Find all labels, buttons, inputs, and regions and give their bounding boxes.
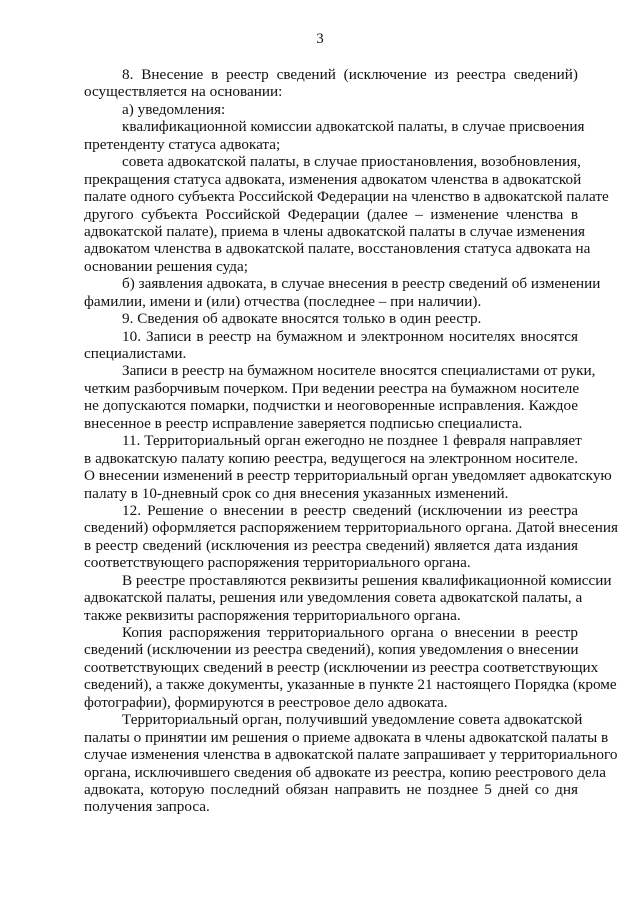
paragraph [84, 101, 578, 118]
text-line: квалификационной комиссии адвокатской палаты, в случае присвоения [122, 118, 585, 136]
text-line: 8. Внесение в реестр сведений (исключение из реестра сведений) [122, 66, 578, 83]
text-line: четким разборчивым почерком. При ведении реестра на бумажном носителе [84, 379, 580, 397]
text-line: фамилии, имени и (или) отчества (последнее – при наличии). [84, 292, 482, 310]
text-line: адвокатской палате), приема в члены адвокатской палаты в случае изменения [84, 222, 586, 240]
text-line: соответствующего распоряжения территориального органа. [84, 554, 471, 572]
paragraph [84, 153, 609, 275]
page-number: 3 [316, 31, 324, 47]
text-line: в реестр сведений (исключения из реестра сведений) является дата издания [84, 536, 578, 554]
text-line: внесенное в реестр исправление заверяется подписью специалиста. [84, 414, 523, 432]
text-line: в адвокатскую палату копию реестра, ведущегося на электронном носителе. [84, 449, 578, 467]
text-line: В реестре проставляются реквизиты решения квалификационной комиссии [122, 571, 612, 589]
text-line: палате одного субъекта Российской Федерации на членство в адвокатской палате [84, 188, 609, 206]
text-line: фотографии), формируются в реестровое дело адвоката. [84, 693, 448, 711]
text-line: соответствующих сведений в реестр (исключении из реестра соответствующих [84, 658, 599, 676]
text-line: прекращения статуса адвоката, изменения адвокатом членства в адвокатской [84, 170, 582, 188]
text-line: палату в 10-дневный срок со дня внесения указанных изменений. [84, 484, 509, 502]
text-line: Записи в реестр на бумажном носителе вносятся специалистами от руки, [122, 362, 596, 380]
text-line: б) заявления адвоката, в случае внесения в реестр сведений об изменении [122, 275, 601, 293]
text-line: специалистами. [84, 345, 187, 362]
paragraph [84, 66, 578, 101]
text-line: сведений (исключении из реестра сведений), копия уведомления о внесении [84, 641, 579, 659]
text-line: претенденту статуса адвоката; [84, 135, 281, 153]
text-line: получения запроса. [84, 798, 210, 816]
text-line: органа, исключившего сведения об адвокате из реестра, копию реестрового дела [84, 763, 606, 781]
text-line: основании решения суда; [84, 257, 248, 275]
paragraph [84, 275, 601, 310]
paragraph [84, 118, 585, 153]
text-line: сведений), а также документы, указанные в пункте 21 настоящего Порядка (кроме [84, 676, 617, 694]
text-line: адвокатской палаты, решения или уведомления совета адвокатской палаты, а [84, 589, 583, 607]
paragraph [84, 328, 578, 363]
text-line: совета адвокатской палаты, в случае приостановления, возобновления, [122, 153, 581, 171]
text-line: адвоката, которую последний обязан направить не позднее 5 дней со дня [84, 780, 578, 798]
text-line: 12. Решение о внесении в реестр сведений (исключении из реестра [122, 501, 578, 519]
text-line: О внесении изменений в реестр территориальный орган уведомляет адвокатскую [84, 467, 612, 485]
text-line: другого субъекта Российской Федерации (далее – изменение членства в [84, 205, 578, 223]
document-body [84, 66, 618, 816]
text-line: палаты о принятии им решения о приеме адвоката в члены адвокатской палаты в [84, 728, 609, 746]
paragraph [84, 310, 578, 327]
text-line: 11. Территориальный орган ежегодно не позднее 1 февраля направляет [122, 432, 582, 450]
text-line: Территориальный орган, получивший уведомление совета адвокатской [122, 711, 583, 729]
text-line: Копия распоряжения территориального органа о внесении в реестр [122, 624, 578, 641]
text-line: 9. Сведения об адвокате вносятся только в один реестр. [122, 310, 482, 328]
paragraph [84, 432, 612, 502]
text-line: адвокатом членства в адвокатской палате, восстановления статуса адвоката на [84, 240, 591, 258]
paragraph [84, 362, 596, 432]
text-line: а) уведомления: [122, 100, 226, 118]
paragraph [84, 501, 618, 572]
paragraph [84, 571, 612, 624]
paragraph [84, 624, 617, 711]
text-line: не допускаются помарки, подчистки и неоговоренные исправления. Каждое [84, 397, 578, 415]
text-line: также реквизиты распоряжения территориального органа. [84, 606, 461, 624]
text-line: 10. Записи в реестр на бумажном и электронном носителях вносятся [122, 327, 578, 345]
text-line: осуществляется на основании: [84, 83, 283, 101]
paragraph [84, 711, 618, 816]
text-line: сведений) оформляется распоряжением территориального органа. Датой внесения [84, 519, 618, 537]
text-line: случае изменения членства в адвокатской палате запрашивает у территориального [84, 746, 618, 764]
